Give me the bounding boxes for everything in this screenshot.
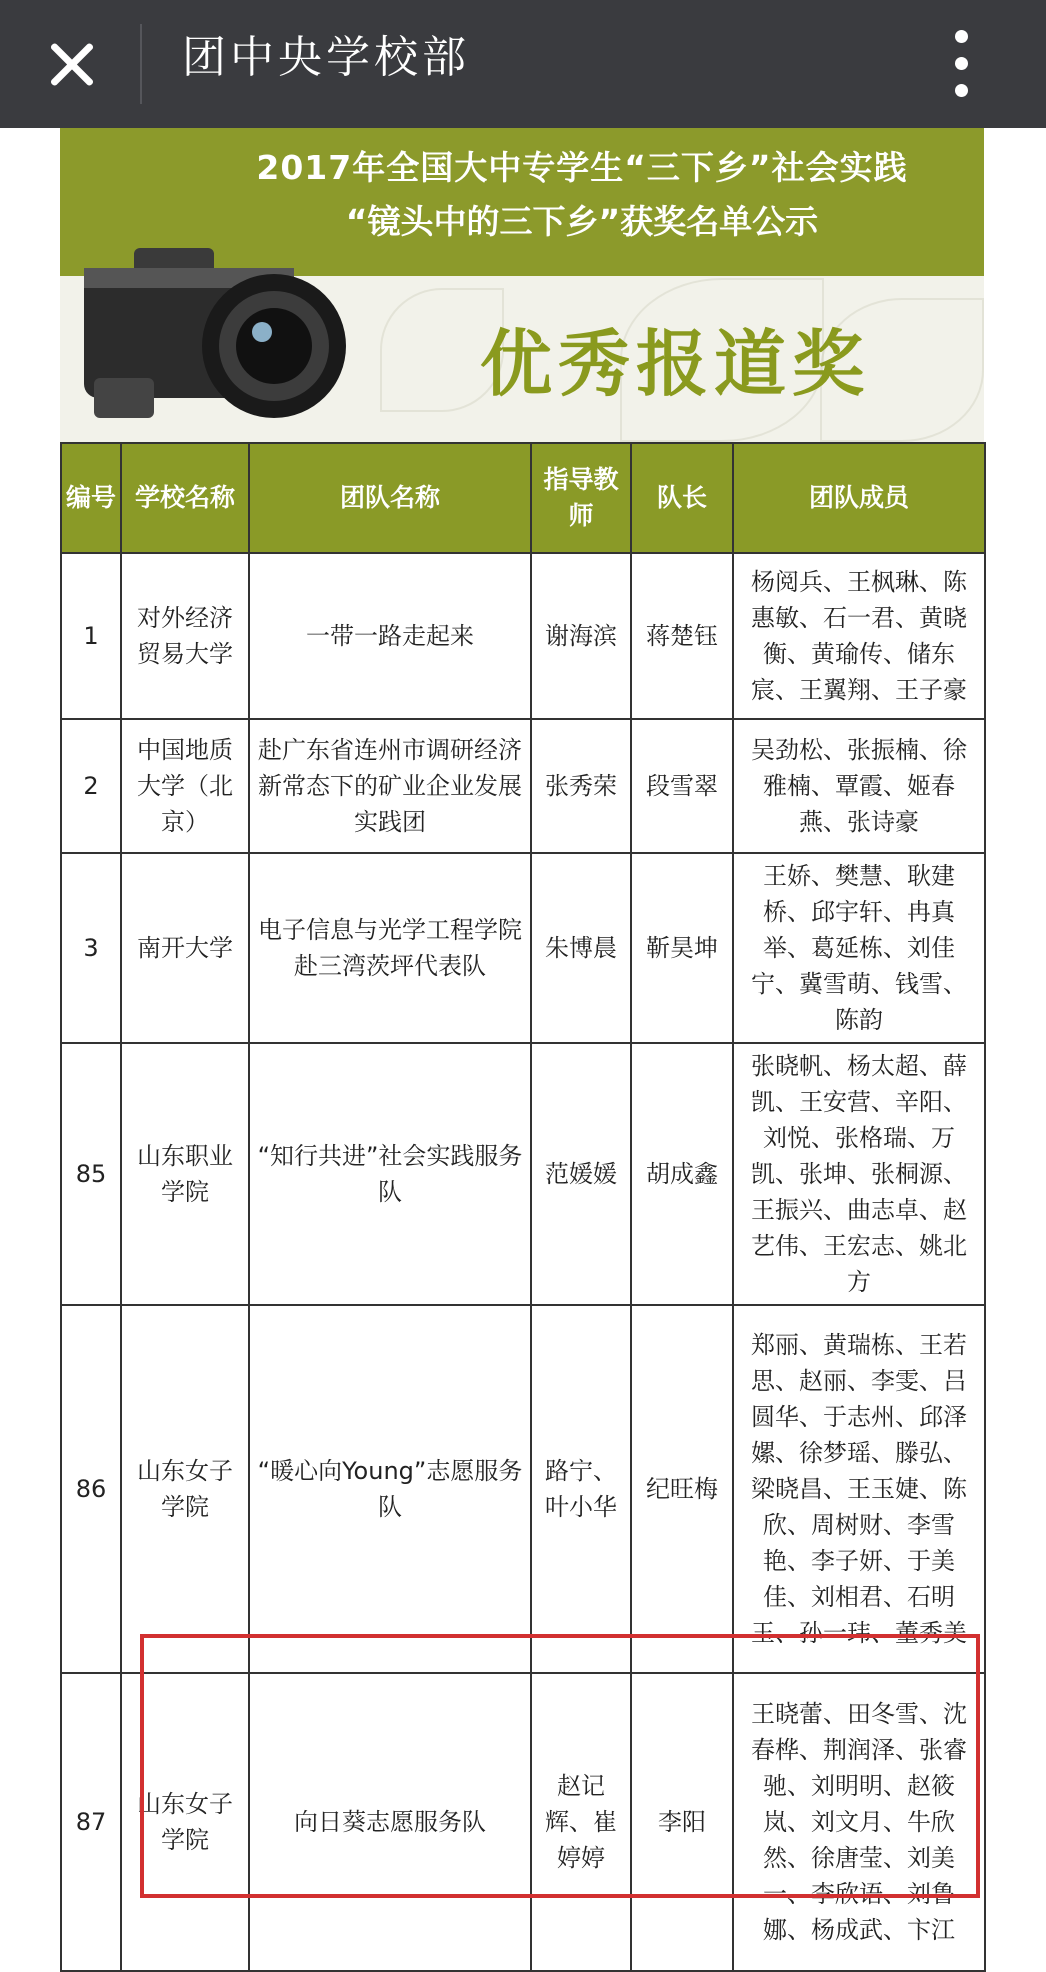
page-title: 团中央学校部 [182,32,470,83]
cell-school: 对外经济贸易大学 [121,553,249,719]
cell-team: 赴广东省连州市调研经济新常态下的矿业企业发展实践团 [249,719,531,853]
cell-leader: 胡成鑫 [631,1043,733,1305]
cell-leader: 靳昊坤 [631,853,733,1043]
cell-teacher: 范媛媛 [531,1043,631,1305]
header-team: 团队名称 [249,443,531,553]
table-header-row [61,443,985,553]
cell-teacher: 谢海滨 [531,553,631,719]
cell-leader: 李阳 [631,1673,733,1971]
cell-members: 吴劲松、张振楠、徐雅楠、覃霞、姬春燕、张诗豪 [733,719,985,853]
cell-number: 87 [61,1673,121,1971]
divider [140,24,142,104]
table-row [61,719,985,853]
award-banner-image [60,128,984,442]
more-vertical-icon[interactable] [940,26,984,102]
table-row [61,1305,985,1673]
cell-number: 3 [61,853,121,1043]
cell-members: 郑丽、黄瑞栋、王若思、赵丽、李雯、吕圆华、于志州、邱泽嫘、徐梦瑶、滕弘、梁晓昌、王玉婕、陈欣、周树财、李雪艳、李子妍、于美佳、刘相君、石明玉、孙一玮、董秀美 [733,1305,985,1673]
table-row [61,853,985,1043]
cell-teacher: 朱博晨 [531,853,631,1043]
cell-team: “知行共进”社会实践服务队 [249,1043,531,1305]
cell-team: “暖心向Young”志愿服务队 [249,1305,531,1673]
cell-school: 山东女子学院 [121,1305,249,1673]
cell-members: 王娇、樊慧、耿建桥、邱宇轩、冉真举、葛延栋、刘佳宁、冀雪萌、钱雪、陈韵 [733,853,985,1043]
cell-teacher: 赵记辉、崔婷婷 [531,1673,631,1971]
cell-teacher: 张秀荣 [531,719,631,853]
cell-school: 山东职业学院 [121,1043,249,1305]
cell-team: 一带一路走起来 [249,553,531,719]
header-number: 编号 [61,443,121,553]
cell-school: 南开大学 [121,853,249,1043]
red-highlight-box [140,1634,980,1898]
header-teacher: 指导教师 [531,443,631,553]
table-row [61,553,985,719]
cell-team: 电子信息与光学工程学院赴三湾茨坪代表队 [249,853,531,1043]
cell-teacher: 路宁、叶小华 [531,1305,631,1673]
cell-number: 85 [61,1043,121,1305]
banner-line-1: 2017年全国大中专学生“三下乡”社会实践 [256,148,908,187]
cell-number: 86 [61,1305,121,1673]
cell-school: 山东女子学院 [121,1673,249,1971]
header-school: 学校名称 [121,443,249,553]
camera-icon [74,228,374,428]
top-navigation-bar [0,0,1046,128]
close-icon[interactable] [42,34,102,94]
cell-number: 1 [61,553,121,719]
banner-line-2: “镜头中的三下乡”获奖名单公示 [345,202,819,241]
cell-leader: 蒋楚钰 [631,553,733,719]
header-members: 团队成员 [733,443,985,553]
cell-number: 2 [61,719,121,853]
cell-members: 杨阅兵、王枫琳、陈惠敏、石一君、黄晓衡、黄瑜传、储东宸、王翼翔、王子豪 [733,553,985,719]
cell-leader: 段雪翠 [631,719,733,853]
award-title: 优秀报道奖 [480,321,871,406]
table-row [61,1043,985,1305]
cell-members: 张晓帆、杨太超、薛凯、王安营、辛阳、刘悦、张格瑞、万凯、张坤、张桐源、王振兴、曲志卓、赵艺伟、王宏志、姚北方 [733,1043,985,1305]
cell-team: 向日葵志愿服务队 [249,1673,531,1971]
header-leader: 队长 [631,443,733,553]
cell-members: 王晓蕾、田冬雪、沈春桦、荆润泽、张睿驰、刘明明、赵筱岚、刘文月、牛欣然、徐唐莹、刘美一、李欣语、刘鲁娜、杨成武、卞江 [733,1673,985,1971]
cell-school: 中国地质大学（北京） [121,719,249,853]
cell-leader: 纪旺梅 [631,1305,733,1673]
